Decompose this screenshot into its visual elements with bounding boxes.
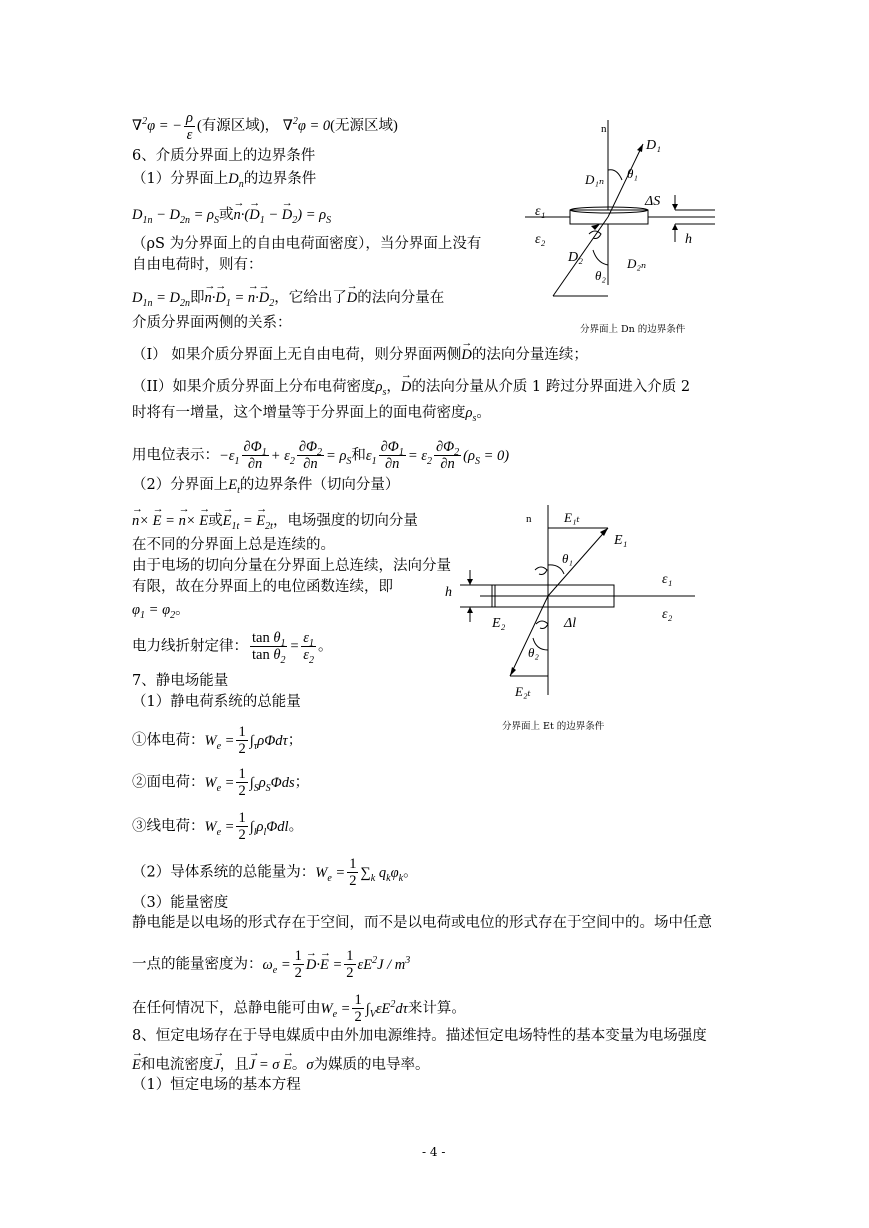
conductor-system-energy: （2）导体系统的总能量为：$W_e$ = $\frac{1}{2}$ $\sum_k$ $q_k\varphi_k$。: [132, 856, 418, 889]
passive-region-label: (无源区域): [330, 117, 398, 134]
et-boundary-figure: [440, 500, 710, 710]
energy-density-text: 静电能是以电场的形式存在于空间，而不是以电荷或电位的形式存在于空间中的。场中任意: [132, 915, 712, 931]
rho-s-description: （ρS 为分界面上的自由电荷面密度），当分界面上没有: [132, 236, 482, 252]
fig2-e1t-label: E₁ₜ: [564, 510, 580, 525]
fig1-d1n-label: D₁ₙ: [585, 172, 605, 187]
volume-charge-energy: ①体电荷：$W_e$ = $\frac{1}{2}$ $\int_\tau\rho\Phi d\tau$；: [132, 724, 303, 757]
steady-field-equations-heading: （1）恒定电场的基本方程: [132, 1077, 301, 1093]
line-charge-energy: ③线电荷：$W_e$ = $\frac{1}{2}$ $\int_l\rho_l\Phi dl$。: [132, 810, 304, 843]
potential-boundary-equation: 用电位表示：$-\varepsilon_1$ $\frac{\partial\Phi_1}{\partial n}$ + $\varepsilon_2$ $\frac{\partial\Phi_2}{\partial n}$ = $\rho_S$和$\varepsilon_1$ $\frac{\partial\Phi_1}{\partial n}$ = $\varepsilon_2$ $\frac{\partial\Phi_2}{\partial n}$ $(\rho_S = 0)$: [132, 439, 510, 472]
energy-density-equation: 一点的能量密度为：$\omega_e$ = $\frac{1}{2}$ → D·→ E = $\frac{1}{2}$ $\varepsilon E^2J / m^3$: [132, 948, 410, 981]
fig1-caption: 分界面上 Dn 的边界条件: [580, 324, 686, 335]
section-7-heading: 7、静电场能量: [132, 673, 229, 689]
fig1-theta1-label: θ₁: [627, 166, 638, 181]
fig1-eps1-label: ε₁: [535, 204, 546, 219]
dn-boundary-equation: $D_{1n} - D_{2n} = \rho_S$或→ $n\cdot(\to D_1$ − → $D_2) = \rho_S$: [132, 206, 331, 224]
fig2-e2-label: E₂: [492, 616, 506, 631]
fig1-eps2-label: ε₂: [535, 232, 546, 247]
poisson-equation: ∇$^2$φ = − $\frac{\rho}{\varepsilon}$ (有源区域)， ∇$^2$φ = 0(无源区域): [132, 110, 398, 143]
subsection-dn-heading: （1）分界面上$D_n$的边界条件: [132, 171, 317, 190]
page-number: - 4 -: [422, 1145, 446, 1159]
tangential-explanation-1: 由于电场的切向分量在分界面上总连续，法向分量: [132, 558, 451, 574]
et-boundary-equation: → n× → E = → n× → E或→ $E_{1t}$ = → $E_{2t}$，电场强度的切向分量: [132, 512, 418, 530]
section-6-heading: 6、介质分界面上的边界条件: [132, 148, 316, 164]
case-ii-text: （II）如果介质分界面上分布电荷密度$\rho_s$，→ D的法向分量从介质 1 跨过分界面进入介质 2: [132, 378, 690, 396]
potential-continuity-equation: $\varphi_1 = \varphi_2$。: [132, 602, 190, 621]
refraction-law: 电力线折射定律： $\frac{\tan \theta_1}{\tan \theta_2}$ = $\frac{\varepsilon_1}{\varepsilon_2}$ 。: [132, 630, 333, 666]
tangential-explanation-2: 有限，故在分界面上的电位函数连续，即: [132, 579, 393, 595]
section-8-text: 8、恒定电场存在于导电媒质中由外加电源维持。描述恒定电场特性的基本变量为电场强度: [132, 1028, 707, 1044]
fig2-n-label: n: [526, 513, 532, 525]
increment-text: 时将有一增量，这个增量等于分界面上的面电荷密度$\rho_s$。: [132, 405, 491, 424]
fig2-e1-label: E₁: [614, 533, 628, 548]
fig2-e2t-label: E₂ₜ: [515, 684, 531, 699]
fig2-h-label: h: [445, 585, 452, 600]
energy-density-heading: （3）能量密度: [132, 895, 229, 911]
fig1-n-label: n: [601, 123, 607, 135]
fig1-d2n-label: D₂ₙ: [627, 256, 647, 271]
active-region-label: (有源区域)，: [196, 117, 280, 134]
fig1-h-label: h: [685, 232, 692, 247]
surface-charge-energy: ②面电荷：$W_e$ = $\frac{1}{2}$ $\int_S\rho_S\Phi ds$；: [132, 766, 310, 799]
fig1-d1-label: D₁: [646, 138, 661, 153]
fig2-dl-label: Δl: [564, 616, 577, 631]
total-energy-heading: （1）静电荷系统的总能量: [132, 694, 301, 710]
fig1-theta2-label: θ₂: [595, 268, 606, 283]
case-i-text: （I） 如果介质分界面上无自由电荷，则分界面两侧→ D的法向分量连续；: [132, 346, 588, 364]
dn-continuity-equation: $D_{1n} = D_{2n}$即→ $n\cdot\to D_1$ = → $n\cdot\to D_2$，它给出了→ D的法向分量在: [132, 289, 444, 307]
subsection-et-heading: （2）分界面上$E_t$的边界条件（切向分量）: [132, 477, 400, 496]
relation-text: 介质分界面两侧的关系：: [132, 315, 292, 331]
fig1-ds-label: ΔS: [645, 194, 661, 209]
fig1-d2-label: D₂: [568, 250, 583, 265]
fig2-theta1-label: θ₁: [562, 551, 573, 566]
fig2-eps2-label: ε₂: [662, 607, 673, 622]
fig2-eps1-label: ε₁: [662, 572, 673, 587]
dn-boundary-figure: [525, 100, 725, 310]
no-free-charge-text: 自由电荷时，则有：: [132, 257, 263, 273]
total-energy-formula: 在任何情况下，总静电能可由$W_e$ = $\frac{1}{2}$ $\int_V\varepsilon E^2d\tau$来计算。: [132, 992, 466, 1025]
tangential-continuity-text: 在不同的分界面上总是连续的。: [132, 537, 335, 553]
current-density-text: → E和电流密度→ J，且→ J = σ → E。σ为媒质的电导率。: [132, 1056, 430, 1074]
fig2-caption: 分界面上 Et 的边界条件: [502, 721, 605, 732]
fig2-theta2-label: θ₂: [528, 645, 539, 660]
